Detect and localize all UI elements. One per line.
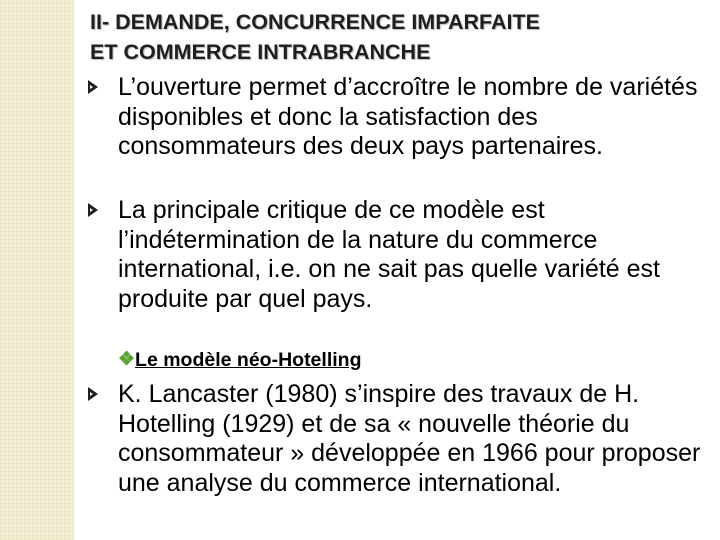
slide-title-line-2: ET COMMERCE INTRABRANCHE	[90, 40, 431, 64]
arrow-bullet-icon	[88, 387, 98, 401]
slide-title	[90, 7, 710, 67]
subheading-text: Le modèle néo-Hotelling	[135, 349, 362, 371]
subheading	[118, 348, 361, 372]
bullet-item	[88, 380, 713, 498]
bullet-text: K. Lancaster (1980) s’inspire des travaux de H. Hotelling (1929) et de sa « nouvelle théorie du consommateur » développée en 1966 pour proposer une analyse du commerce international.	[118, 380, 701, 497]
arrow-bullet-icon	[88, 203, 98, 217]
slide-title-line-1: II- DEMANDE, CONCURRENCE IMPARFAITE	[90, 10, 540, 34]
bullet-item	[88, 73, 713, 162]
arrow-bullet-icon	[88, 80, 98, 94]
bullet-text: L’ouverture permet d’accroître le nombre de variétés disponibles et donc la satisfaction des consommateurs des deux pays partenaires.	[118, 73, 698, 160]
bullet-text: La principale critique de ce modèle est l’indétermination de la nature du commerce international, i.e. on ne sait pas quelle variété est produite par quel pays.	[118, 196, 661, 313]
decorative-side-strip	[0, 0, 74, 540]
diamond-bullet-icon: ❖	[118, 349, 136, 370]
bullet-item	[88, 196, 713, 314]
